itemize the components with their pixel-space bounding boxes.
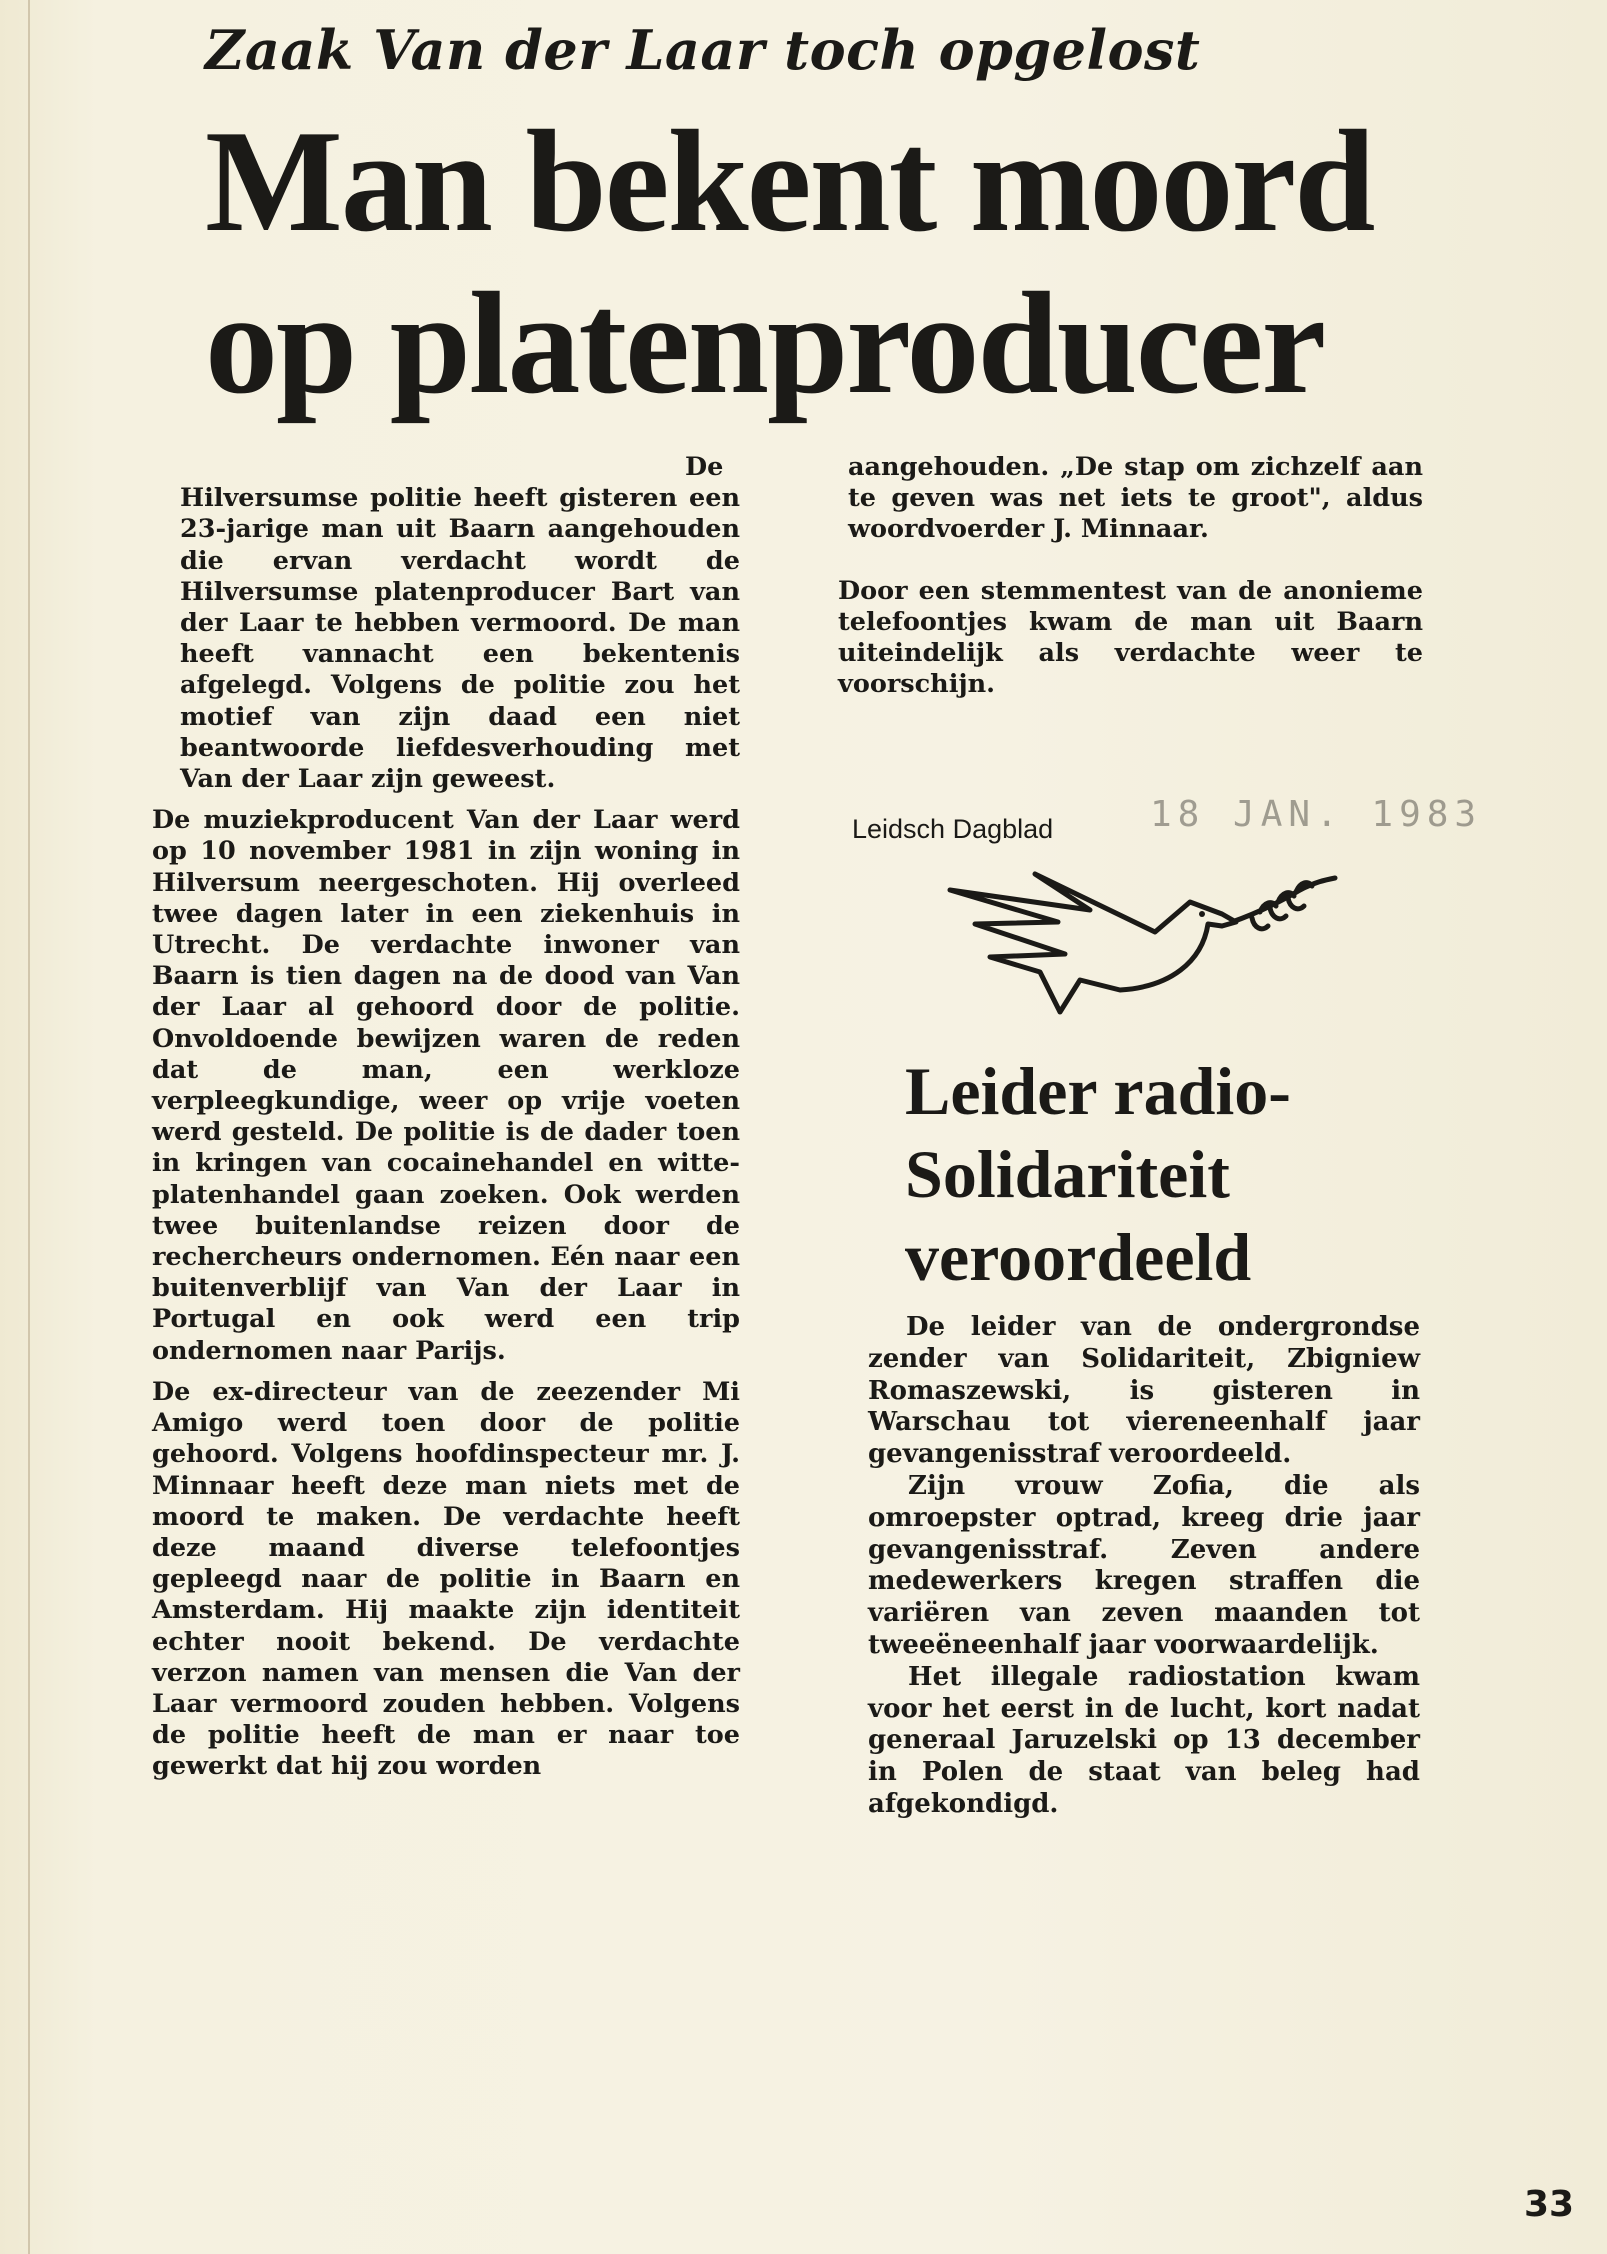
article-2-headline — [905, 1050, 1425, 1299]
date-stamp: 18 JAN. 1983 — [1150, 794, 1483, 835]
paragraph-continuation: aangehouden. „De stap om zichzelf aan te geven was net iets te groot", aldus woordvoerder J. Minnaar. — [848, 452, 1423, 545]
article-2-paragraph-2: Zijn vrouw Zofia, die als omroepster optrad, kreeg drie jaar gevangenisstraf. Zeven andere medewerkers kregen straffen die variëren van zeven maanden tot tweeëneenhalf jaar voorwaardelijk. — [868, 1470, 1420, 1660]
article-2-paragraph-3: Het illegale radiostation kwam voor het eerst in de lucht, kort nadat generaal Jaruzelski op 13 december in Polen de staat van beleg had afgekondigd. — [868, 1661, 1420, 1819]
headline-line-1: Man bekent moord — [205, 100, 1374, 262]
paragraph-investigation: De ex-directeur van de zeezender Mi Amigo werd toen door de politie gehoord. Volgens hoofdinspecteur mr. J. Minnaar heeft deze man niets met de moord te maken. De verdachte heeft deze maand diverse telefoontjes gepleegd naar de politie in Baarn en Amsterdam. Hij maakte zijn identiteit echter nooit bekend. De verdachte verzon namen van mensen die Van der Laar vermoord zouden hebben. Volgens de politie heeft de man er naar toe gewerkt dat hij zou worden — [152, 1376, 740, 1782]
dove-icon — [940, 862, 1340, 1022]
article-headline — [205, 100, 1465, 424]
paragraph-voice-test: Door een stemmentest van de anonieme telefoontjes kwam de man uit Baarn uiteindelijk als verdachte weer te voorschijn. — [838, 575, 1423, 700]
article-column-1 — [152, 452, 740, 1793]
paragraph-background: De muziekproducent Van der Laar werd op 10 november 1981 in zijn woning in Hilversum neergeschoten. Hij overleed twee dagen later in een ziekenhuis in Utrecht. De verdachte inwoner van Baarn is tien dagen na de dood van Van der Laar al gehoord door de politie. Onvoldoende bewijzen waren de reden dat de man, een werkloze verpleegkundige, weer op vrije voeten werd gesteld. De politie is de dader toen in kringen van cocainehandel en witte-platenhandel gaan zoeken. Ook werden twee buitenlandse reizen door de rechercheurs ondernomen. Eén naar een buitenverblijf van Van der Laar in Portugal en ook werd een trip ondernomen naar Parijs. — [152, 805, 740, 1366]
article-2-body — [868, 1312, 1420, 1821]
article-kicker: Zaak Van der Laar toch opgelost — [205, 18, 1201, 82]
article-2-paragraph-1: De leider van de ondergrondse zender van Solidariteit, Zbigniew Romaszewski, is gisteren in Warschau tot viereneenhalf jaar gevangenisstraf veroordeeld. — [868, 1312, 1420, 1470]
paragraph-intro: De Hilversumse politie heeft gisteren een 23-jarige man uit Baarn aangehouden die ervan verdacht wordt de Hilversumse platenproducer Bart van der Laar te hebben vermoord. De man heeft vannacht een bekentenis afgelegd. Volgens de politie zou het motief van zijn daad een niet beantwoorde liefdesverhouding met Van der Laar zijn geweest. — [180, 452, 740, 795]
headline-line-2: op platenproducer — [205, 262, 1325, 424]
page-edge-line — [28, 0, 30, 2254]
article-column-2 — [838, 452, 1423, 710]
source-credit: Leidsch Dagblad — [852, 814, 1054, 844]
article-2-headline-line-1: Leider radio- — [905, 1053, 1291, 1129]
page-number: 33 — [1524, 2184, 1575, 2225]
article-2-headline-line-3: veroordeeld — [905, 1219, 1252, 1295]
article-2-headline-line-2: Solidariteit — [905, 1136, 1230, 1212]
